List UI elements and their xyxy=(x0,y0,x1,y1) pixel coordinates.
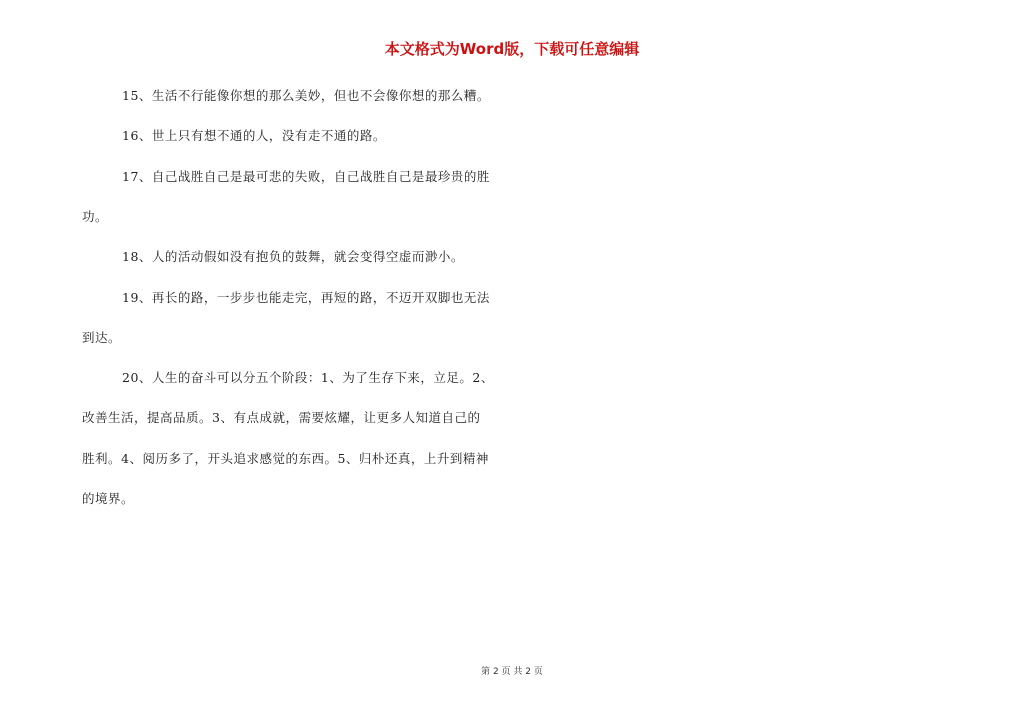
paragraph-17-cont: 功。 xyxy=(82,209,109,224)
paragraph-20: 20、人生的奋斗可以分五个阶段：1、为了生存下来，立足。2、 xyxy=(122,370,494,385)
page-number-footer: 第 2 页 共 2 页 xyxy=(481,667,543,677)
paragraph-15: 15、生活不行能像你想的那么美妙，但也不会像你想的那么糟。 xyxy=(122,88,490,103)
paragraph-20-cont-3: 的境界。 xyxy=(82,491,135,506)
paragraph-19: 19、再长的路，一步步也能走完，再短的路，不迈开双脚也无法 xyxy=(122,290,490,305)
paragraph-18: 18、人的活动假如没有抱负的鼓舞，就会变得空虚而渺小。 xyxy=(122,249,464,264)
document-header-banner: 本文格式为Word版，下载可任意编辑 xyxy=(384,40,640,58)
paragraph-20-cont-2: 胜利。4、阅历多了，开头追求感觉的东西。5、归朴还真，上升到精神 xyxy=(82,451,489,466)
paragraph-17: 17、自己战胜自己是最可悲的失败，自己战胜自己是最珍贵的胜 xyxy=(122,169,490,184)
paragraph-16: 16、世上只有想不通的人，没有走不通的路。 xyxy=(122,128,386,143)
paragraph-19-cont: 到达。 xyxy=(82,330,122,345)
paragraph-20-cont-1: 改善生活，提高品质。3、有点成就，需要炫耀，让更多人知道自己的 xyxy=(82,410,481,425)
